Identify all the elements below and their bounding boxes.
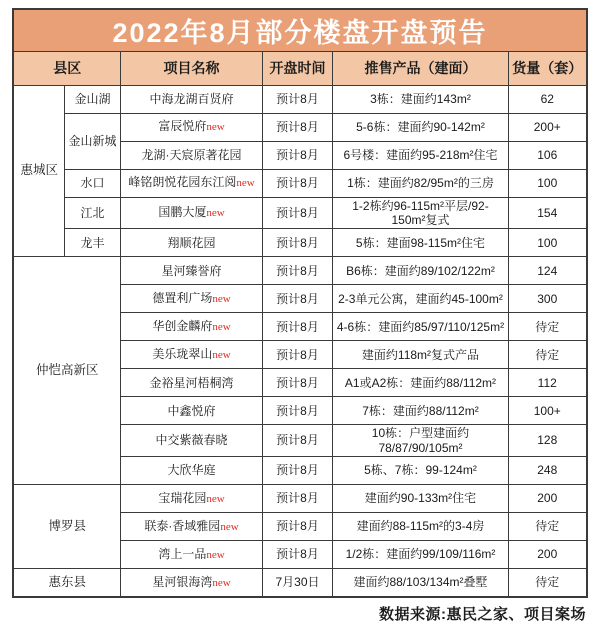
page-title: 2022年8月部分楼盘开盘预告	[13, 9, 586, 51]
project-name-cell	[120, 485, 262, 513]
product-cell: 10栋：户型建面约78/87/90/105m²	[332, 425, 508, 457]
product-cell: 5-6栋：建面约90-142m²	[332, 113, 508, 141]
product-cell: 1栋：建面约82/95m²的三房	[332, 169, 508, 197]
table-body	[13, 85, 586, 597]
product-cell: A1或A2栋：建面约88/112m²	[332, 369, 508, 397]
product-cell: 2-3单元公寓，建面约45-100m²	[332, 285, 508, 313]
project-name-cell	[120, 257, 262, 285]
volume-cell: 100	[508, 229, 586, 257]
volume-cell: 200+	[508, 113, 586, 141]
project-name: 湾上一品	[158, 546, 207, 561]
opening-time-cell: 预计8月	[262, 257, 332, 285]
table-row	[13, 197, 586, 229]
opening-time-cell: 预计8月	[262, 425, 332, 457]
product-cell: 建面约118m²复式产品	[332, 341, 508, 369]
product-cell: 5栋、7栋：99-124m²	[332, 457, 508, 485]
project-name: 宝瑞花园	[158, 490, 207, 505]
header-cell-0: 县区	[13, 51, 120, 85]
new-badge: new	[206, 121, 225, 134]
opening-time-cell: 预计8月	[262, 169, 332, 197]
opening-time-cell: 预计8月	[262, 197, 332, 229]
district-cell: 仲恺高新区	[13, 257, 120, 485]
volume-cell: 248	[508, 457, 586, 485]
openings-forecast-table	[12, 8, 587, 598]
volume-cell: 200	[508, 485, 586, 513]
volume-cell: 106	[508, 141, 586, 169]
product-cell: 建面约90-133m²住宅	[332, 485, 508, 513]
new-badge: new	[236, 177, 255, 190]
opening-time-cell: 7月30日	[262, 569, 332, 597]
opening-time-cell: 预计8月	[262, 341, 332, 369]
product-cell: 1/2栋：建面约99/109/116m²	[332, 541, 508, 569]
project-name-cell	[120, 229, 262, 257]
volume-cell: 154	[508, 197, 586, 229]
opening-time-cell: 预计8月	[262, 397, 332, 425]
project-name: 华创金麟府	[152, 319, 213, 334]
project-name-cell	[120, 369, 262, 397]
project-name: 国鹏大厦	[158, 205, 207, 220]
opening-time-cell: 预计8月	[262, 457, 332, 485]
district-cell: 惠东县	[13, 569, 120, 597]
subdistrict-cell: 江北	[64, 197, 120, 229]
new-badge: new	[212, 293, 231, 306]
project-name: 富辰悦府	[158, 119, 207, 134]
new-badge: new	[206, 207, 225, 220]
project-name: 峰铭朗悦花园东江阅	[128, 175, 237, 190]
volume-cell: 128	[508, 425, 586, 457]
project-name-cell	[120, 457, 262, 485]
opening-time-cell: 预计8月	[262, 141, 332, 169]
volume-cell: 124	[508, 257, 586, 285]
project-name-cell	[120, 169, 262, 197]
project-name-cell	[120, 541, 262, 569]
volume-cell: 待定	[508, 569, 586, 597]
opening-time-cell: 预计8月	[262, 485, 332, 513]
header-cell-2: 开盘时间	[262, 51, 332, 85]
project-name-cell	[120, 397, 262, 425]
district-cell: 惠城区	[13, 85, 64, 257]
table-header-row	[13, 51, 586, 85]
volume-cell: 100+	[508, 397, 586, 425]
product-cell: 1-2栋约96-115m²平层/92-150m²复式	[332, 197, 508, 229]
table-row	[13, 569, 586, 597]
project-name-cell	[120, 141, 262, 169]
volume-cell: 待定	[508, 513, 586, 541]
opening-time-cell: 预计8月	[262, 369, 332, 397]
project-name-cell	[120, 425, 262, 457]
subdistrict-cell: 水口	[64, 169, 120, 197]
project-name: 德置利广场	[152, 291, 213, 306]
new-badge: new	[212, 321, 231, 334]
project-name-cell	[120, 341, 262, 369]
new-badge: new	[212, 576, 231, 589]
project-name-cell	[120, 113, 262, 141]
header-cell-1: 项目名称	[120, 51, 262, 85]
product-cell: 5栋：建面98-115m²住宅	[332, 229, 508, 257]
project-name-cell	[120, 313, 262, 341]
project-name: 中鑫悦府	[167, 403, 216, 418]
project-name: 星河银海湾	[152, 574, 213, 589]
table-row	[13, 113, 586, 141]
volume-cell: 112	[508, 369, 586, 397]
opening-time-cell: 预计8月	[262, 285, 332, 313]
project-name: 翔顺花园	[167, 235, 216, 250]
project-name: 龙湖·天宸原著花园	[141, 147, 242, 162]
volume-cell: 200	[508, 541, 586, 569]
new-badge: new	[206, 492, 225, 505]
project-name: 中海龙湖百贤府	[149, 91, 234, 106]
project-name: 联泰·香域雅园	[144, 518, 221, 533]
subdistrict-cell: 金山新城	[64, 113, 120, 169]
project-name-cell	[120, 85, 262, 113]
product-cell: 7栋：建面约88/112m²	[332, 397, 508, 425]
project-name-cell	[120, 569, 262, 597]
volume-cell: 待定	[508, 341, 586, 369]
project-name-cell	[120, 197, 262, 229]
volume-cell: 300	[508, 285, 586, 313]
new-badge: new	[212, 349, 231, 362]
title-row	[13, 9, 586, 51]
project-name: 星河臻誉府	[161, 263, 222, 278]
opening-time-cell: 预计8月	[262, 113, 332, 141]
opening-time-cell: 预计8月	[262, 313, 332, 341]
project-name-cell	[120, 285, 262, 313]
product-cell: 4-6栋：建面约85/97/110/125m²	[332, 313, 508, 341]
district-cell: 博罗县	[13, 485, 120, 569]
subdistrict-cell: 金山湖	[64, 85, 120, 113]
table-row	[13, 85, 586, 113]
volume-cell: 100	[508, 169, 586, 197]
data-source-note: 数据来源:惠民之家、项目案场	[379, 605, 586, 623]
project-name-cell	[120, 513, 262, 541]
table-row	[13, 485, 586, 513]
product-cell: 6号楼：建面约95-218m²住宅	[332, 141, 508, 169]
product-cell: B6栋：建面约89/102/122m²	[332, 257, 508, 285]
project-name: 金裕星河梧桐湾	[149, 375, 234, 390]
opening-time-cell: 预计8月	[262, 85, 332, 113]
opening-time-cell: 预计8月	[262, 229, 332, 257]
opening-time-cell: 预计8月	[262, 513, 332, 541]
new-badge: new	[206, 548, 225, 561]
opening-time-cell: 预计8月	[262, 541, 332, 569]
volume-cell: 62	[508, 85, 586, 113]
subdistrict-cell: 龙丰	[64, 229, 120, 257]
table-row	[13, 229, 586, 257]
header-cell-4: 货量（套）	[508, 51, 586, 85]
project-name: 美乐珑翠山	[152, 347, 213, 362]
project-name: 大欣华庭	[167, 463, 216, 478]
volume-cell: 待定	[508, 313, 586, 341]
product-cell: 建面约88/103/134m²叠墅	[332, 569, 508, 597]
product-cell: 建面约88-115m²的3-4房	[332, 513, 508, 541]
project-name: 中交紫薇春晓	[155, 433, 228, 448]
product-cell: 3栋：建面约143m²	[332, 85, 508, 113]
table-row	[13, 257, 586, 285]
new-badge: new	[220, 520, 239, 533]
table-row	[13, 169, 586, 197]
header-cell-3: 推售产品（建面）	[332, 51, 508, 85]
